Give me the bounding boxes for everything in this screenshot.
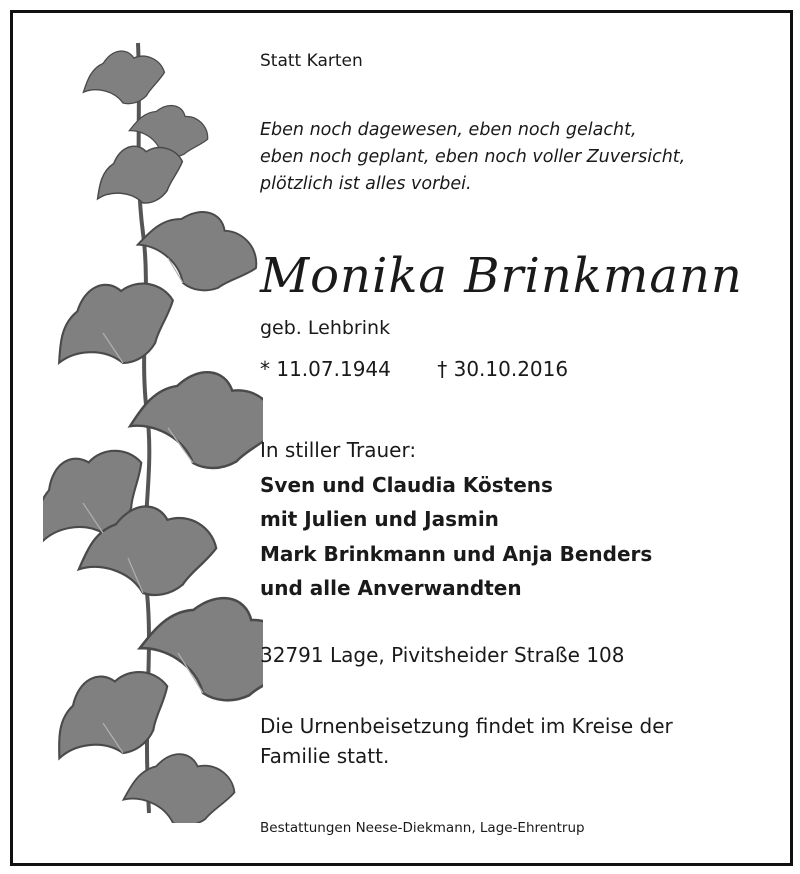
poem-line: plötzlich ist alles vorbei. xyxy=(260,174,472,194)
mourner-line: Sven und Claudia Köstens xyxy=(260,472,553,497)
obituary-frame xyxy=(10,10,793,866)
life-dates xyxy=(260,357,568,381)
poem-line: Eben noch dagewesen, eben noch gelacht, xyxy=(260,120,637,140)
poem xyxy=(260,117,685,198)
mourners-block xyxy=(260,433,652,606)
death-date: † 30.10.2016 xyxy=(437,357,569,381)
birth-date: * 11.07.1944 xyxy=(260,357,391,381)
burial-notice: Die Urnenbeisetzung findet im Kreise der Familie statt. xyxy=(260,714,673,768)
mourners-intro: In stiller Trauer: xyxy=(260,438,417,462)
mourner-line: Mark Brinkmann und Anja Benders xyxy=(260,541,653,566)
undertaker: Bestattungen Neese-Diekmann, Lage-Ehrentrup xyxy=(260,820,585,836)
address: 32791 Lage, Pivitsheider Straße 108 xyxy=(260,643,625,667)
statt-karten-label: Statt Karten xyxy=(260,51,363,71)
maiden-name: geb. Lehbrink xyxy=(260,317,391,339)
deceased-name: Monika Brinkmann xyxy=(260,248,743,304)
ivy-vine-icon xyxy=(43,33,263,823)
poem-line: eben noch geplant, eben noch voller Zuversicht, xyxy=(260,147,686,167)
mourner-line: und alle Anverwandten xyxy=(260,576,522,600)
mourner-line: mit Julien und Jasmin xyxy=(260,507,499,531)
